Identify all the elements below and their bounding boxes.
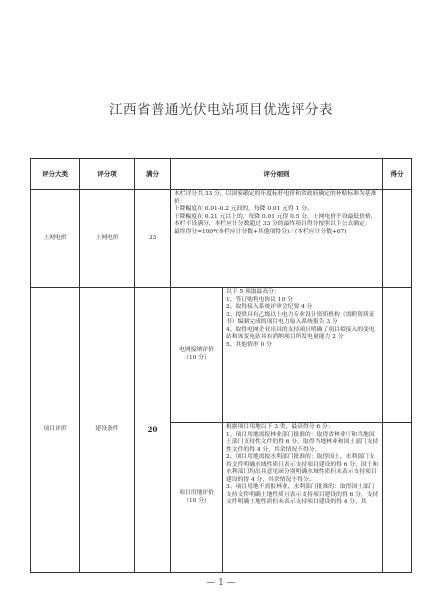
grid-acceptance-label [171, 288, 223, 423]
grid-detail-line: 以下 5 项取最高分： [226, 289, 280, 295]
land-use-name: 项目用地评价 [179, 489, 214, 496]
land-detail-line: 2、项目用地需报水利部门批准的：取得国土、水利部门支持文件明确水域性质且表示支持项目建设的得 6 分，国土和水利部门均出具意见函分别明确水域性质但未表示支持项目建设的得 4 分，其余情况不得分。 [226, 454, 379, 483]
header-score: 得分 [383, 159, 412, 190]
header-category: 评分大类 [31, 159, 80, 190]
page-title: 江西省普通光伏电站项目优选评分表 [109, 102, 333, 118]
land-use-label [171, 423, 223, 573]
row-grid-price [31, 190, 412, 288]
land-detail-line: 3、项目用地不需报林业、水利部门批准的：取得国土部门支持文件明确土地性质且表示支持项目建设的得 6 分，支持文件明确土地性质但未表示支持项目建设的得 4 分，其 [226, 484, 379, 506]
grid-acceptance-score-cell [383, 288, 412, 423]
land-detail-line: 1、项目用地需报林业部门批准的：取得省林业厅和当地国土部门支持性文件的得 6 分，取得当地林业和国土部门支持性文件的得 4 分，其余情况不得分。 [226, 431, 379, 453]
price-detail-line: 本栏不设满分，本栏应计分数超过 33 分的最终项目得分按照以下公式确定： [174, 221, 371, 228]
header-row [31, 159, 412, 190]
grid-detail-line: 1、签订购售电协议 10 分 [226, 296, 293, 303]
eval-category: 项目评价 [31, 288, 80, 573]
header-details: 评分细则 [171, 159, 383, 190]
eval-full-score: 20 [135, 288, 171, 573]
land-use-score: （10 分） [183, 497, 210, 504]
price-details [171, 190, 383, 288]
price-category: 上网电价 [31, 190, 80, 288]
grid-acceptance-score: （10 分） [183, 355, 210, 361]
header-item: 评分项 [80, 159, 135, 190]
grid-acceptance-name: 电网接纳评价 [179, 347, 214, 354]
price-detail-line: 下降幅度在 0.01-0.2 元间的，每降 0.01 元得 1 分。 [174, 206, 313, 213]
row-grid-acceptance [31, 288, 412, 423]
price-detail-line: 最终得分=100*(本栏应计分数+其他项得分)／(本栏应计分数+67) [174, 228, 347, 235]
grid-detail-line: 2、取得接入系统评审会纪要 4 分 [226, 304, 313, 311]
land-detail-line: 根据项目用地以下 3 类，最高得分 6 分： [226, 424, 334, 430]
price-score-cell [383, 190, 412, 288]
page-number: — 1 — [206, 578, 236, 588]
price-detail-line: 下降幅度在 0.21 元以上的，每降 0.01 元得 0.5 分，上网电价不设最低价格， [174, 213, 377, 220]
price-detail-line: 本栏评分共 33 分，以国家确定的年度标杆电价和省政府确定的补贴标准为基准价： [174, 191, 377, 205]
grid-detail-line: 4、取得电网企业出具的支持函且明确了项目拟接入的变电站和该变电站具有消纳项目所发电量能力 2 分 [226, 326, 375, 341]
grid-detail-line: 3、提供具有乙级以上电力专业设计资质机构（需附资质证书）编制完成的项目电力接入系统报告 3 分 [226, 311, 375, 326]
grid-acceptance-details [223, 288, 383, 423]
land-use-details [223, 423, 383, 573]
header-full-score: 满分 [135, 159, 171, 190]
scoring-table [30, 158, 412, 573]
eval-item: 建设条件 [80, 288, 135, 573]
price-item: 上网电价 [80, 190, 135, 288]
price-full-score: 33 [135, 190, 171, 288]
grid-detail-line: 5、其他情形 0 分 [226, 341, 272, 348]
land-use-score-cell [383, 423, 412, 573]
